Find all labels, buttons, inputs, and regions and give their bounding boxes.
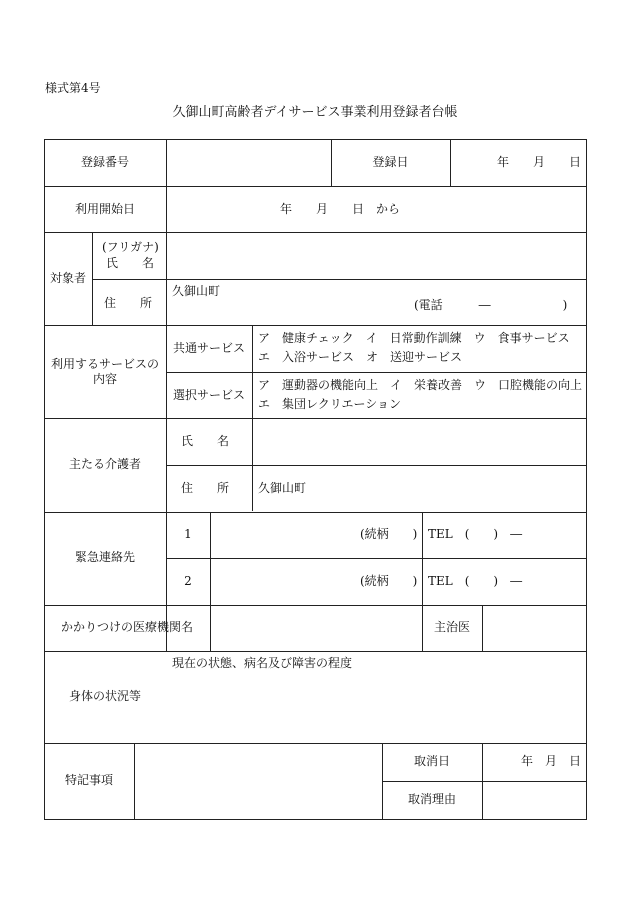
column-divider xyxy=(422,512,423,605)
caregiver-address-label: 住 所 xyxy=(181,481,230,495)
optional-services-line2[interactable]: エ 集団レクリエーション xyxy=(258,397,402,411)
column-divider xyxy=(92,232,93,325)
row-divider xyxy=(44,325,587,326)
services-label-line1: 利用するサービスの xyxy=(50,357,159,371)
remarks-field[interactable] xyxy=(135,744,381,818)
row-divider xyxy=(166,465,587,466)
column-divider xyxy=(166,325,167,651)
caregiver-address-value[interactable]: 久御山町 xyxy=(258,481,307,495)
subject-phone-text[interactable]: (電話 ― ) xyxy=(414,298,568,312)
common-services-label: 共通サービス xyxy=(172,341,245,355)
optional-services-line1[interactable]: ア 運動器の機能向上 イ 栄養改善 ウ 口腔機能の向上 xyxy=(258,378,583,392)
registration-number-field[interactable] xyxy=(167,140,330,185)
subject-name-label: 氏 名 xyxy=(106,256,155,270)
column-divider xyxy=(450,139,451,186)
cancel-reason-label: 取消理由 xyxy=(407,792,456,806)
emergency-tel[interactable]: TEL ( ) ― xyxy=(428,527,523,541)
cancel-reason-field[interactable] xyxy=(483,782,585,818)
cancel-date-value[interactable]: 年 月 日 xyxy=(521,754,582,768)
attending-doctor-field[interactable] xyxy=(483,606,585,650)
attending-doctor-label: 主治医 xyxy=(433,620,470,634)
subject-address-value[interactable]: 久御山町 xyxy=(172,284,221,298)
physical-condition-note[interactable]: 現在の状態、病名及び障害の程度 xyxy=(172,656,353,670)
emergency-relation[interactable]: (続柄 ) xyxy=(360,527,418,541)
registration-form-table xyxy=(44,139,587,819)
row-divider xyxy=(44,651,587,652)
subject-label: 対象者 xyxy=(49,271,86,285)
common-services-line2[interactable]: エ 入浴サービス オ 送迎サービス xyxy=(258,350,463,364)
emergency-row-number: 1 xyxy=(184,527,192,541)
furigana-label: (フリガナ) xyxy=(102,240,159,254)
emergency-contact-label: 緊急連絡先 xyxy=(74,550,135,564)
registration-date-value[interactable]: 年 月 日 xyxy=(497,155,582,169)
form-number: 様式第4号 xyxy=(45,81,101,95)
remarks-label: 特記事項 xyxy=(64,773,113,787)
medical-institution-label: かかりつけの医療機関名 xyxy=(60,620,193,634)
emergency-row-number: 2 xyxy=(184,574,192,588)
column-divider xyxy=(252,325,253,418)
start-date-label: 利用開始日 xyxy=(74,202,135,216)
cancel-date-label: 取消日 xyxy=(413,754,450,768)
subject-name-field[interactable] xyxy=(167,233,585,278)
table-border-left xyxy=(44,139,45,819)
column-divider xyxy=(210,512,211,605)
row-divider xyxy=(44,512,587,513)
table-border-right xyxy=(586,139,587,819)
subject-address-label: 住 所 xyxy=(104,296,153,310)
caregiver-name-label: 氏 名 xyxy=(181,434,230,448)
row-divider xyxy=(166,558,587,559)
row-divider xyxy=(166,372,587,373)
medical-institution-field[interactable] xyxy=(211,606,421,650)
services-label-line2: 内容 xyxy=(92,372,117,386)
registration-date-label: 登録日 xyxy=(372,155,409,169)
registration-number-label: 登録番号 xyxy=(80,155,129,169)
emergency-relation[interactable]: (続柄 ) xyxy=(360,574,418,588)
row-divider xyxy=(44,186,587,187)
common-services-line1[interactable]: ア 健康チェック イ 日常動作訓練 ウ 食事サービス xyxy=(258,331,570,345)
start-date-value[interactable]: 年 月 日 から xyxy=(280,202,401,216)
physical-condition-label: 身体の状況等 xyxy=(68,689,141,703)
table-border-bottom xyxy=(44,819,587,820)
caregiver-name-field[interactable] xyxy=(253,419,585,464)
emergency-tel[interactable]: TEL ( ) ― xyxy=(428,574,523,588)
document-title: 久御山町高齢者デイサービス事業利用登録者台帳 xyxy=(172,105,458,120)
optional-services-label: 選択サービス xyxy=(172,388,245,402)
caregiver-label: 主たる介護者 xyxy=(68,457,141,471)
